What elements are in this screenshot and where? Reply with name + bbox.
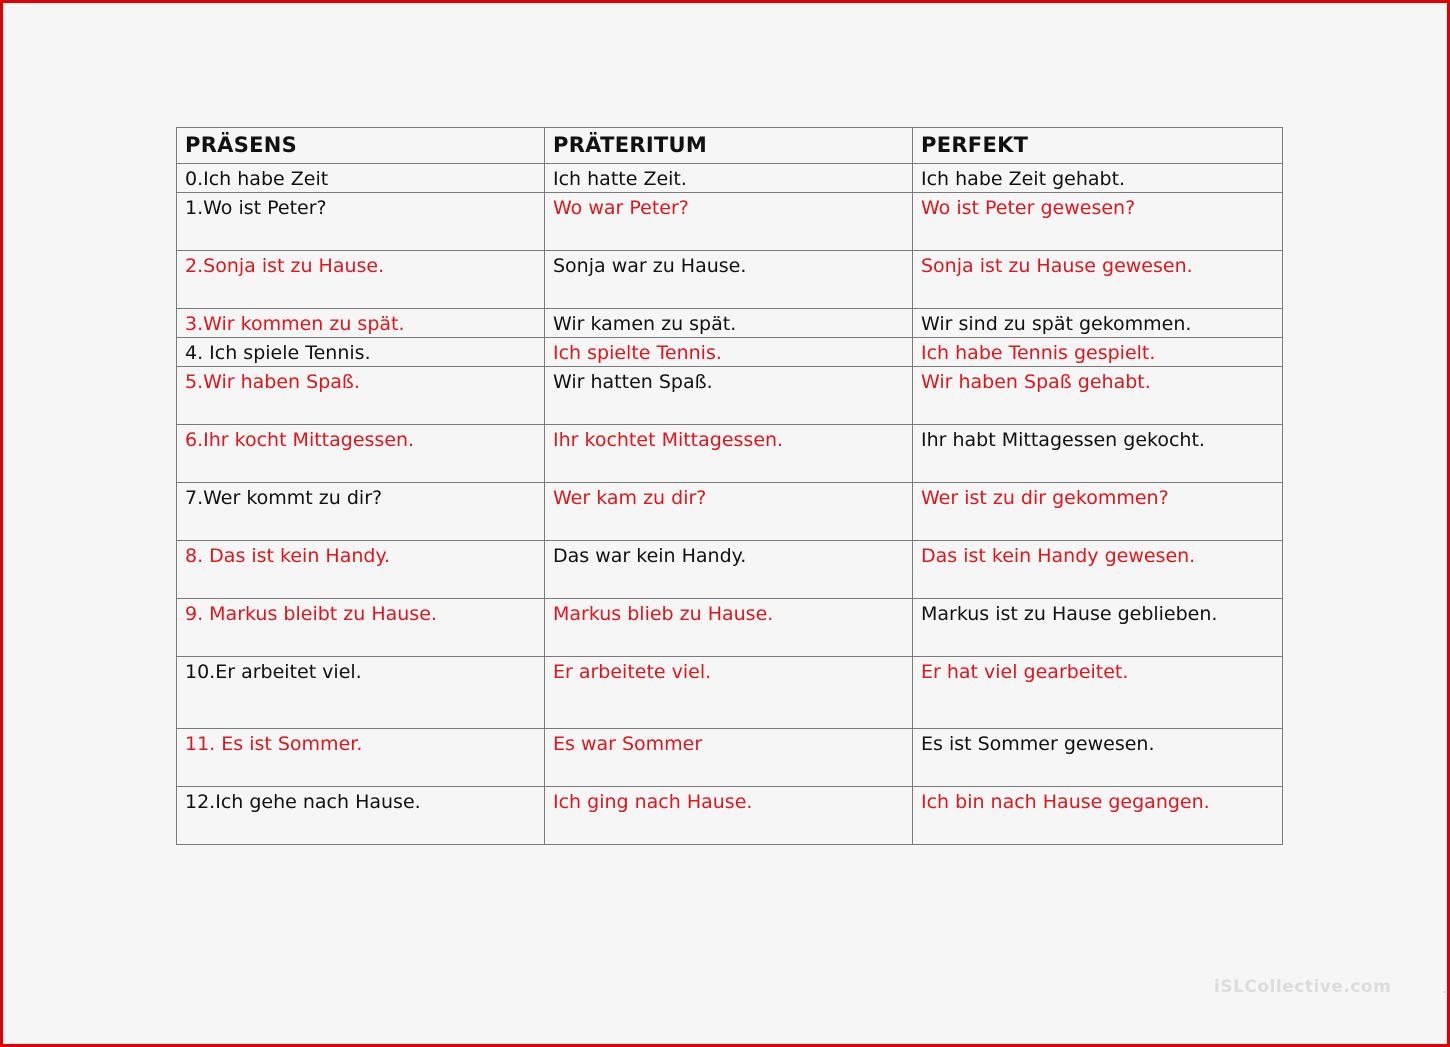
header-praesens: PRÄSENS: [177, 128, 545, 164]
praesens-cell: 1.Wo ist Peter?: [177, 193, 545, 251]
perfekt-cell: Markus ist zu Hause geblieben.: [913, 599, 1283, 657]
praeteritum-cell: Ich ging nach Hause.: [545, 787, 913, 845]
praeteritum-cell: Er arbeitete viel.: [545, 657, 913, 729]
praeteritum-cell: Das war kein Handy.: [545, 541, 913, 599]
praesens-cell: 12.Ich gehe nach Hause.: [177, 787, 545, 845]
praesens-cell: 10.Er arbeitet viel.: [177, 657, 545, 729]
perfekt-cell: Wir sind zu spät gekommen.: [913, 309, 1283, 338]
table-row: [177, 599, 1283, 657]
watermark-dot: .: [1442, 978, 1448, 998]
praesens-cell: 3.Wir kommen zu spät.: [177, 309, 545, 338]
table-row: [177, 338, 1283, 367]
table-row: [177, 164, 1283, 193]
perfekt-cell: Ich habe Tennis gespielt.: [913, 338, 1283, 367]
table-row: [177, 193, 1283, 251]
praesens-cell: 7.Wer kommt zu dir?: [177, 483, 545, 541]
header-perfekt: PERFEKT: [913, 128, 1283, 164]
praeteritum-cell: Wo war Peter?: [545, 193, 913, 251]
praeteritum-cell: Wir kamen zu spät.: [545, 309, 913, 338]
perfekt-cell: Sonja ist zu Hause gewesen.: [913, 251, 1283, 309]
praeteritum-cell: Sonja war zu Hause.: [545, 251, 913, 309]
header-praeteritum: PRÄTERITUM: [545, 128, 913, 164]
table-row: [177, 729, 1283, 787]
table-row: [177, 787, 1283, 845]
perfekt-cell: Ich bin nach Hause gegangen.: [913, 787, 1283, 845]
perfekt-cell: Wer ist zu dir gekommen?: [913, 483, 1283, 541]
praesens-cell: 5.Wir haben Spaß.: [177, 367, 545, 425]
praesens-cell: 0.Ich habe Zeit: [177, 164, 545, 193]
praesens-cell: 4. Ich spiele Tennis.: [177, 338, 545, 367]
perfekt-cell: Wo ist Peter gewesen?: [913, 193, 1283, 251]
table-header-row: [177, 128, 1283, 164]
perfekt-cell: Das ist kein Handy gewesen.: [913, 541, 1283, 599]
table-row: [177, 657, 1283, 729]
verb-tense-table: [176, 127, 1283, 845]
praeteritum-cell: Ich spielte Tennis.: [545, 338, 913, 367]
praeteritum-cell: Wer kam zu dir?: [545, 483, 913, 541]
table-row: [177, 483, 1283, 541]
table-row: [177, 541, 1283, 599]
perfekt-cell: Ich habe Zeit gehabt.: [913, 164, 1283, 193]
praeteritum-cell: Ich hatte Zeit.: [545, 164, 913, 193]
table-row: [177, 309, 1283, 338]
praesens-cell: 8. Das ist kein Handy.: [177, 541, 545, 599]
praesens-cell: 9. Markus bleibt zu Hause.: [177, 599, 545, 657]
praeteritum-cell: Wir hatten Spaß.: [545, 367, 913, 425]
praeteritum-cell: Es war Sommer: [545, 729, 913, 787]
perfekt-cell: Er hat viel gearbeitet.: [913, 657, 1283, 729]
perfekt-cell: Ihr habt Mittagessen gekocht.: [913, 425, 1283, 483]
praeteritum-cell: Ihr kochtet Mittagessen.: [545, 425, 913, 483]
islcollective-watermark: iSLCollective.com: [1214, 977, 1392, 997]
perfekt-cell: Es ist Sommer gewesen.: [913, 729, 1283, 787]
praeteritum-cell: Markus blieb zu Hause.: [545, 599, 913, 657]
perfekt-cell: Wir haben Spaß gehabt.: [913, 367, 1283, 425]
table-row: [177, 367, 1283, 425]
praesens-cell: 6.Ihr kocht Mittagessen.: [177, 425, 545, 483]
praesens-cell: 11. Es ist Sommer.: [177, 729, 545, 787]
table-row: [177, 425, 1283, 483]
praesens-cell: 2.Sonja ist zu Hause.: [177, 251, 545, 309]
table-row: [177, 251, 1283, 309]
